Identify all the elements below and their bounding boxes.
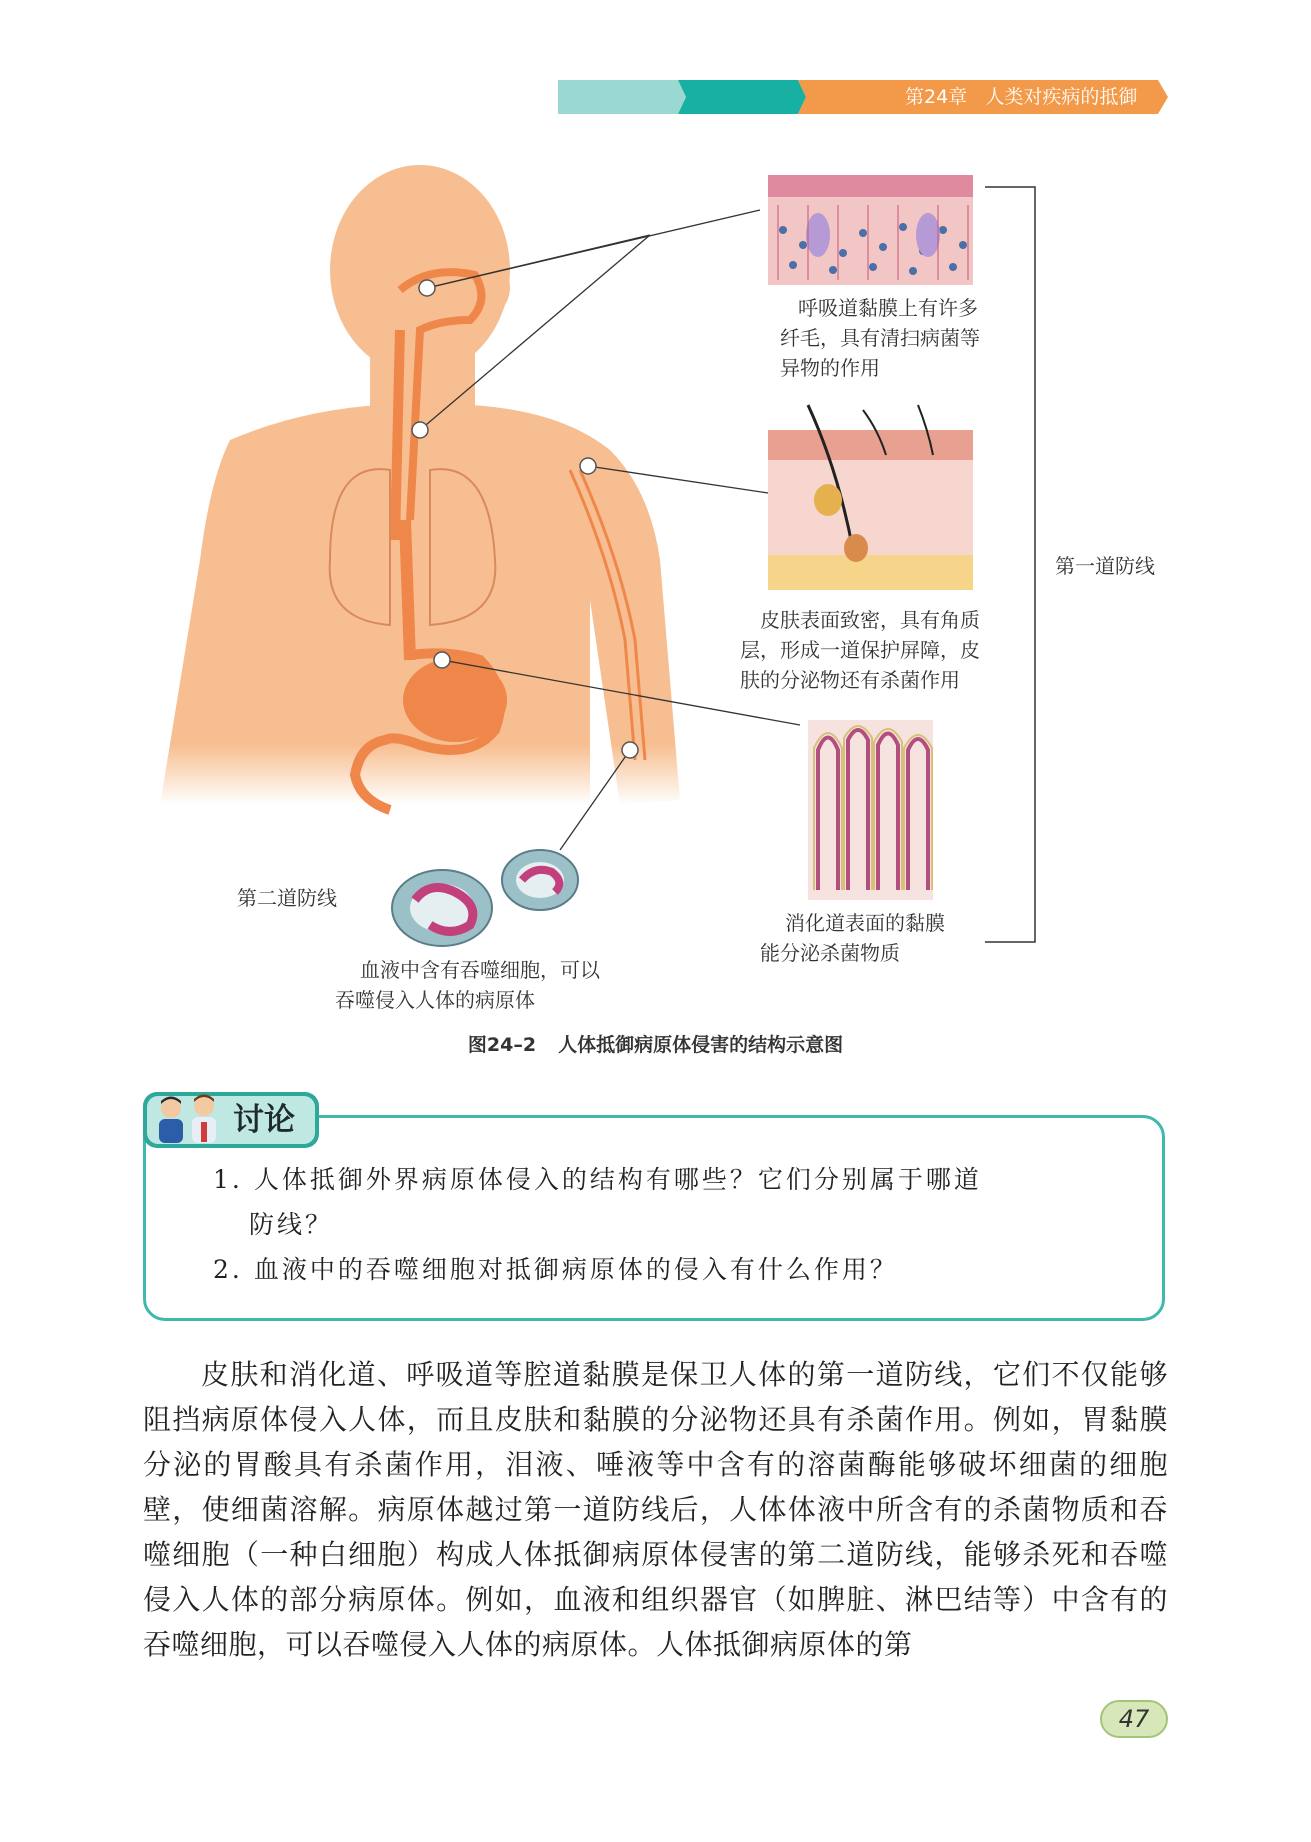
- skin-caption-line-3: 肤的分泌物还有杀菌作用: [740, 668, 960, 692]
- question-2: [213, 1250, 898, 1286]
- phagocyte-caption-line-1: 血液中含有吞噬细胞，可以: [360, 958, 600, 982]
- page-number-badge: [1100, 1700, 1168, 1738]
- question-1-line-2: 防线？: [249, 1210, 334, 1239]
- respiratory-caption-line-1: 呼吸道黏膜上有许多: [798, 296, 978, 320]
- blood-dot: [622, 742, 638, 758]
- phagocyte-caption: [335, 955, 600, 1015]
- page-number: 47: [1118, 1705, 1150, 1733]
- phagocyte-cell-2: [502, 850, 578, 910]
- skin-dot: [580, 458, 596, 474]
- skin-caption-line-1: 皮肤表面致密，具有角质: [760, 608, 980, 632]
- digestive-caption-line-1: 消化道表面的黏膜: [785, 911, 945, 935]
- phagocyte-caption-line-2: 吞噬侵入人体的病原体: [335, 988, 535, 1012]
- first-line-label: 第一道防线: [1055, 554, 1155, 578]
- discussion-title: 讨论: [233, 1102, 295, 1138]
- question-2-text: 血液中的吞噬细胞对抵御病原体的侵入有什么作用？: [253, 1255, 898, 1284]
- skin-caption: [740, 605, 980, 695]
- question-1-number: 1.: [213, 1165, 243, 1194]
- question-1-line-1: [213, 1160, 982, 1196]
- question-1-text: 人体抵御外界病原体侵入的结构有哪些？它们分别属于哪道: [253, 1165, 982, 1194]
- respiratory-mucosa-image: [768, 175, 973, 285]
- chapter-name: 人类对疾病的抵御: [985, 86, 1138, 108]
- respiratory-dot: [419, 280, 435, 296]
- skin-cross-section-image: [768, 405, 973, 590]
- digestive-mucosa-image: [808, 720, 933, 900]
- digestive-caption: [760, 908, 945, 968]
- question-2-number: 2.: [213, 1255, 243, 1284]
- respiratory-caption: [780, 293, 980, 383]
- figure-title: 人体抵御病原体侵害的结构示意图: [558, 1034, 844, 1056]
- body-paragraph: 皮肤和消化道、呼吸道等腔道黏膜是保卫人体的第一道防线，它们不仅能够阻挡病原体侵入人体，而且皮肤和黏膜的分泌物还具有杀菌作用。例如，胃黏膜分泌的胃酸具有杀菌作用，泪液、唾液等中含有的溶菌酶能够破坏细菌的细胞壁，使细菌溶解。病原体越过第一道防线后，人体体液中所含有的杀菌物质和吞噬细胞（一种白细胞）构成人体抵御病原体侵害的第二道防线，能够杀死和吞噬侵入人体的部分病原体。例如，血液和组织器官（如脾脏、淋巴结等）中含有的吞噬细胞，可以吞噬侵入人体的病原体。人体抵御病原体的第: [143, 1358, 1168, 1661]
- students-icon: [149, 1092, 229, 1148]
- respiratory-caption-line-3: 异物的作用: [780, 356, 880, 380]
- first-line-bracket: [985, 187, 1035, 942]
- respiratory-caption-line-2: 纤毛，具有清扫病菌等: [780, 326, 980, 350]
- stomach-dot: [434, 652, 450, 668]
- skin-caption-line-2: 层，形成一道保护屏障，皮: [740, 638, 980, 662]
- second-line-label: 第二道防线: [237, 886, 337, 910]
- chapter-number: 第24章: [905, 86, 968, 108]
- phagocyte-cell-1: [392, 870, 492, 946]
- figure-caption: [0, 1030, 1311, 1057]
- discussion-tag: [143, 1092, 319, 1148]
- digestive-caption-line-2: 能分泌杀菌物质: [760, 941, 900, 965]
- figure-number: 图24–2: [467, 1034, 537, 1056]
- trachea-dot: [412, 422, 428, 438]
